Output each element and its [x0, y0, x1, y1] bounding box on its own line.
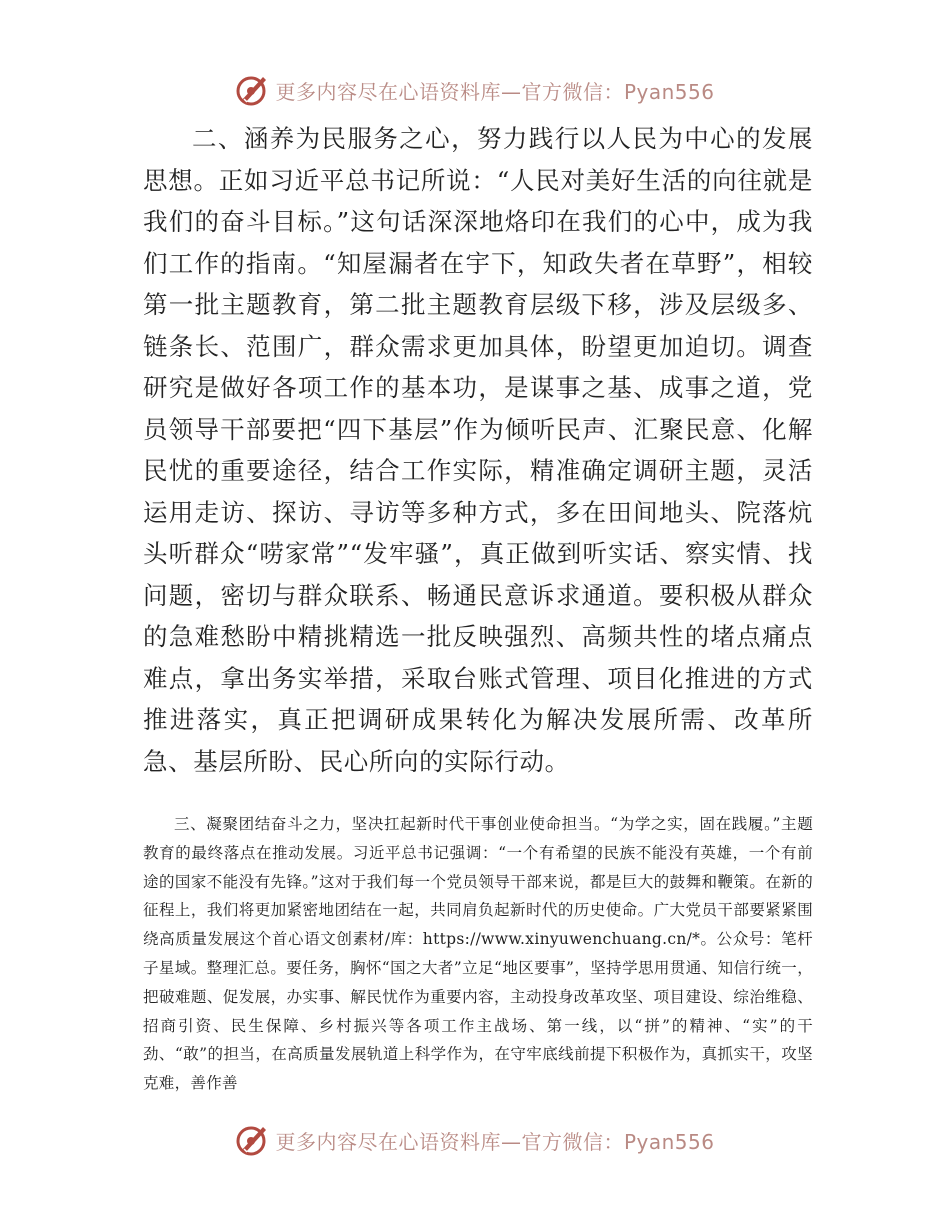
quill-pen-seal-icon [235, 73, 269, 107]
paragraph-section-two: 二、涵养为民服务之心，努力践行以人民为中心的发展思想。正如习近平总书记所说：“人民对美好生活的向往就是我们的奋斗目标。”这句话深深地烙印在我们的心中，成为我们工作的指南。“知屋漏者在宇下，知政失者在草野”，相较第一批主题教育，第二批主题教育层级下移，涉及层级多、链条长、范围广，群众需求更加具体，盼望更加迫切。调查研究是做好各项工作的基本功，是谋事之基、成事之道，党员领导干部要把“四下基层”作为倾听民声、汇聚民意、化解民忧的重要途径，结合工作实际，精准确定调研主题，灵活运用走访、探访、寻访等多种方式，多在田间地头、院落炕头听群众“唠家常”“发牢骚”，真正做到听实话、察实情、找问题，密切与群众联系、畅通民意诉求通道。要积极从群众的急难愁盼中精挑精选一批反映强烈、高频共性的堵点痛点难点，拿出务实举措，采取台账式管理、项目化推进的方式推进落实，真正把调研成果转化为解决发展所需、改革所急、基层所盼、民心所向的实际行动。 [143, 124, 813, 776]
header-banner [0, 70, 950, 110]
paragraph-section-three: 三、凝聚团结奋斗之力，坚决扛起新时代干事创业使命担当。“为学之实，固在践履。”主题教育的最终落点在推动发展。习近平总书记强调：“一个有希望的民族不能没有英雄，一个有前途的国家不能没有先锋。”这对于我们每一个党员领导干部来说，都是巨大的鼓舞和鞭策。在新的征程上，我们将更加紧密地团结在一起，共同肩负起新时代的历史使命。广大党员干部要紧紧围绕高质量发展这个首心语文创素材/库：https://www.xinyuwenchuang.cn/*。公众号：笔杆子星域。整理汇总。要任务，胸怀“国之大者”立足“地区要事”，坚持学思用贯通、知信行统一，把破难题、促发展，办实事、解民忧作为重要内容，主动投身改革攻坚、项目建设、综治维稳、招商引资、民生保障、乡村振兴等各项工作主战场、第一线，以“拼”的精神、“实”的干劲、“敢”的担当，在高质量发展轨道上科学作为，在守牢底线前提下积极作为，真抓实干，攻坚克难，善作善 [143, 815, 813, 1093]
footer-banner [0, 1120, 950, 1160]
header-banner-text: 更多内容尽在心语资料库—官方微信：Pyan556 [275, 79, 715, 104]
footer-banner-text: 更多内容尽在心语资料库—官方微信：Pyan556 [275, 1129, 715, 1154]
quill-pen-seal-icon [235, 1123, 269, 1157]
